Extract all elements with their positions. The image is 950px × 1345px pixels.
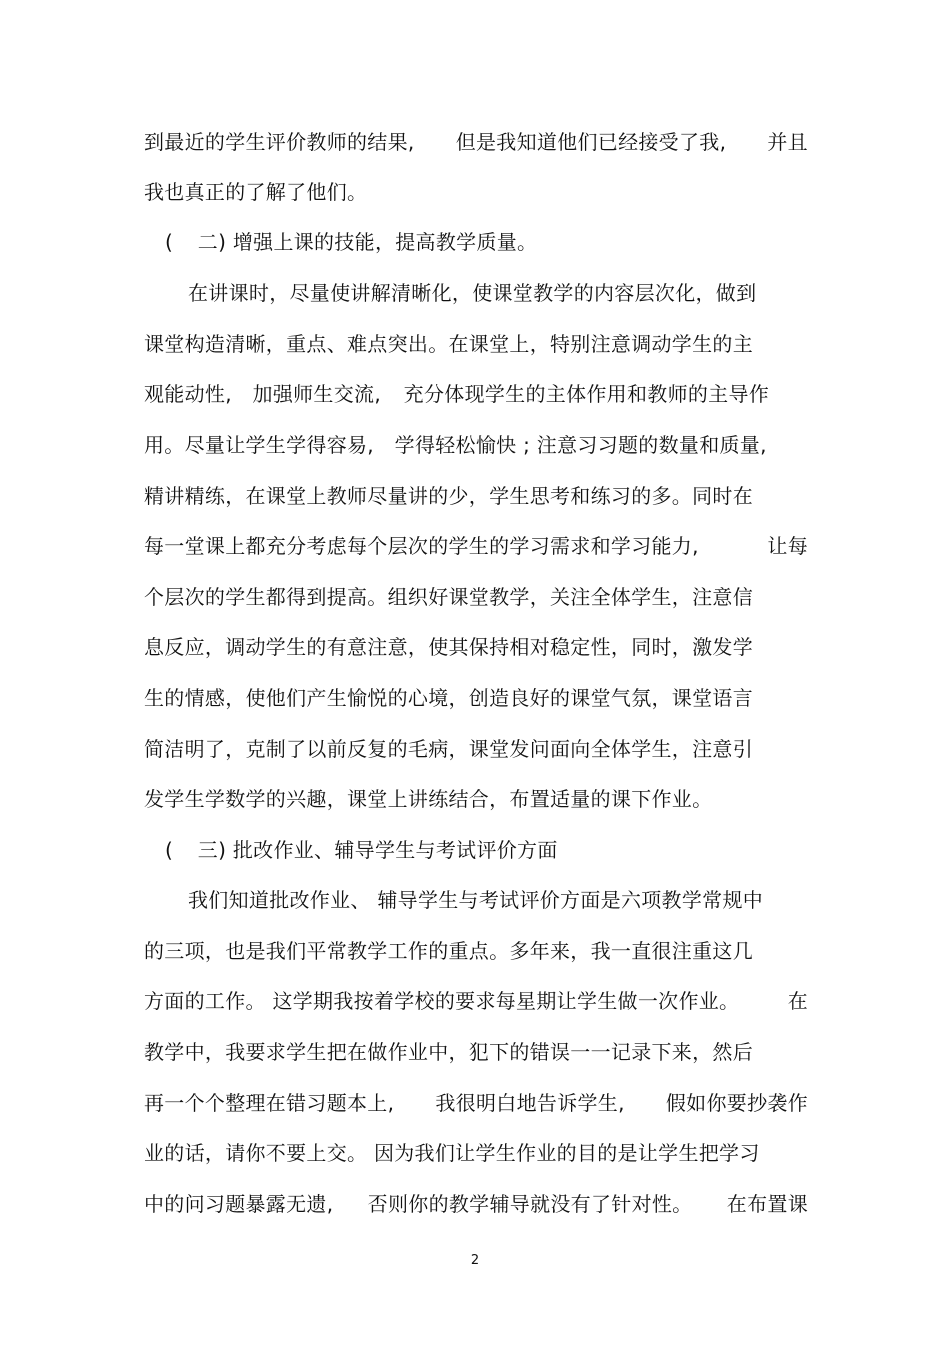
text-segment: 个层次的学生都得到提高。组织好课堂教学，关注全体学生，注意信 <box>144 585 753 609</box>
text-segment: 观能动性, <box>144 382 232 406</box>
text-line <box>144 129 808 155</box>
text-segment: 中的问习题暴露无遗, <box>144 1192 334 1216</box>
text-segment: 假如你要抄袭作 <box>665 1091 808 1115</box>
text-line <box>144 1191 808 1217</box>
text-segment: 发学生学数学的兴趣，课堂上讲练结合，布置适量的课下作业。 <box>144 787 713 811</box>
text-line <box>144 432 808 458</box>
text-segment: 在布置课 <box>726 1192 808 1216</box>
text-segment: 到最近的学生评价教师的结果, <box>144 130 415 154</box>
text-line <box>144 179 808 205</box>
text-line <box>144 634 808 660</box>
text-line <box>144 381 808 407</box>
text-segment: 业的话，请你不要上交。 因为我们让学生作业的目的是让学生把学习 <box>144 1141 760 1165</box>
heading-paren: ( <box>165 230 174 254</box>
text-line <box>144 685 808 711</box>
text-line <box>188 280 808 306</box>
text-segment: 但是我知道他们已经接受了我, <box>455 130 727 154</box>
text-line <box>144 1039 808 1065</box>
text-line <box>188 887 808 913</box>
text-segment: 让每 <box>767 534 808 558</box>
heading-paren: ( <box>165 838 174 862</box>
text-line <box>144 1090 808 1116</box>
text-segment: 生的情感，使他们产生愉悦的心境，创造良好的课堂气氛，课堂语言 <box>144 686 753 710</box>
text-segment: 否则你的教学辅导就没有了针对性。 <box>367 1192 693 1216</box>
text-line <box>144 736 808 762</box>
text-line <box>144 938 808 964</box>
section-heading <box>165 837 829 863</box>
text-segment: 每一堂课上都充分考虑每个层次的学生的学习需求和学习能力, <box>144 534 699 558</box>
text-segment: 课堂构造清晰，重点、难点突出。在课堂上，特别注意调动学生的主 <box>144 332 753 356</box>
text-segment: 加强师生交流, <box>252 382 381 406</box>
heading-text: 二) 增强上课的技能，提高教学质量。 <box>197 230 538 254</box>
text-segment: 教学中，我要求学生把在做作业中，犯下的错误一一记录下来，然后 <box>144 1040 753 1064</box>
text-segment: 方面的工作。 这学期我按着学校的要求每星期让学生做一次作业。 <box>144 989 740 1013</box>
text-line <box>144 584 808 610</box>
text-segment: 我们知道批改作业、 辅导学生与考试评价方面是六项教学常规中 <box>188 888 764 912</box>
text-segment: 我也真正的了解了他们。 <box>144 180 368 204</box>
text-line <box>144 331 808 357</box>
text-segment: 用。尽量让学生学得容易, <box>144 433 374 457</box>
text-segment: 在讲课时，尽量使讲解清晰化，使课堂教学的内容层次化，做到 <box>188 281 757 305</box>
text-segment: 学得轻松愉快 ; 注意习习题的数量和质量, <box>394 433 767 457</box>
heading-text: 三) 批改作业、辅导学生与考试评价方面 <box>197 838 558 862</box>
text-segment: 的三项，也是我们平常教学工作的重点。多年来，我一直很注重这几 <box>144 939 753 963</box>
text-segment: 再一个个整理在错习题本上, <box>144 1091 395 1115</box>
text-line <box>144 1140 808 1166</box>
text-line <box>144 533 808 559</box>
section-heading <box>165 229 829 255</box>
text-segment: 在 <box>787 989 808 1013</box>
text-segment: 精讲精练，在课堂上教师尽量讲的少，学生思考和练习的多。同时在 <box>144 484 753 508</box>
text-line <box>144 483 808 509</box>
text-line <box>144 988 808 1014</box>
text-segment: 息反应，调动学生的有意注意，使其保持相对稳定性，同时，激发学 <box>144 635 753 659</box>
text-segment: 简洁明了，克制了以前反复的毛病，课堂发问面向全体学生，注意引 <box>144 737 753 761</box>
page-number: 2 <box>470 1253 480 1268</box>
text-segment: 并且 <box>767 130 808 154</box>
text-segment: 我很明白地告诉学生, <box>435 1091 625 1115</box>
text-line <box>144 786 808 812</box>
text-segment: 充分体现学生的主体作用和教师的主导作 <box>403 382 770 406</box>
